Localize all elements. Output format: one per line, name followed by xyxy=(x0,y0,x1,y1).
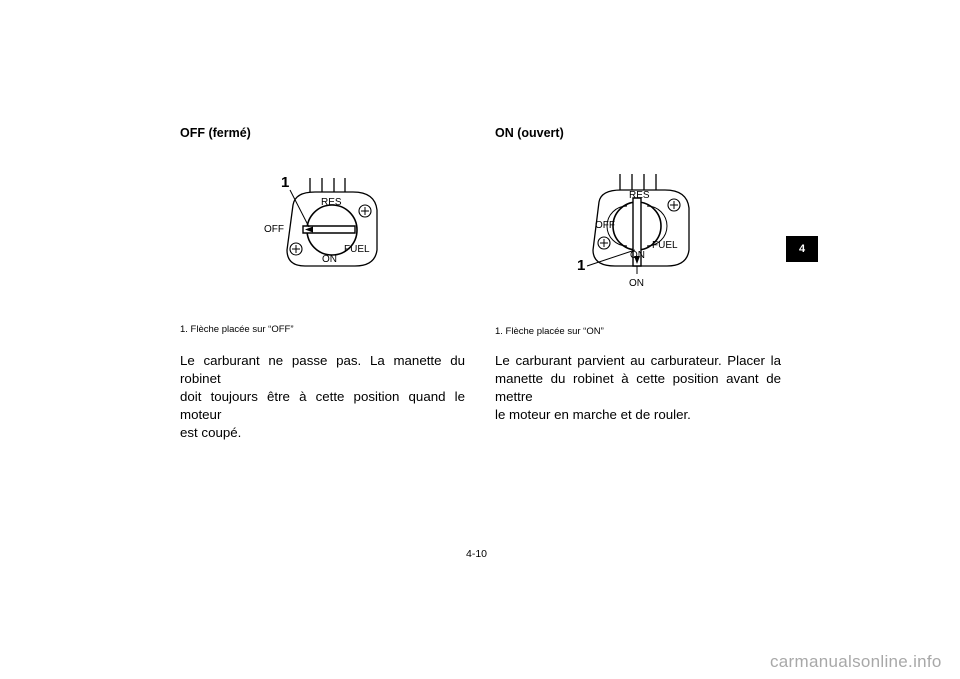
left-caption: 1. Flèche placée sur “OFF” xyxy=(180,324,294,335)
fuel-cock-off-figure xyxy=(255,170,385,275)
right-label-on-bottom: ON xyxy=(629,278,644,289)
left-label-on: ON xyxy=(322,254,337,265)
left-label-res: RES xyxy=(321,197,342,208)
fuel-cock-on-figure xyxy=(565,170,700,290)
left-body-line-3: est coupé. xyxy=(180,425,242,440)
right-label-on: ON xyxy=(630,250,645,261)
left-label-fuel: FUEL xyxy=(344,244,370,255)
chapter-tab: 4 xyxy=(786,236,818,262)
page-number: 4-10 xyxy=(466,548,488,560)
left-callout-number: 1 xyxy=(281,174,290,191)
right-body-line-3: le moteur en marche et de rouler. xyxy=(495,407,691,422)
left-heading: OFF (fermé) xyxy=(180,126,251,140)
right-body-line-2: manette du robinet à cette position avant de mettre xyxy=(495,371,781,404)
left-body-line-1: Le carburant ne passe pas. La manette du robinet xyxy=(180,353,465,386)
right-caption: 1. Flèche placée sur “ON” xyxy=(495,326,604,337)
right-label-fuel: FUEL xyxy=(652,240,678,251)
right-body-line-1: Le carburant parvient au carburateur. Placer la xyxy=(495,353,781,368)
left-body xyxy=(180,352,465,442)
left-body-line-2: doit toujours être à cette position quand le moteur xyxy=(180,389,465,422)
right-body xyxy=(495,352,781,424)
right-label-off: OFF xyxy=(595,220,615,231)
watermark: carmanualsonline.info xyxy=(770,652,942,671)
right-heading: ON (ouvert) xyxy=(495,126,564,140)
left-label-off: OFF xyxy=(264,224,284,235)
right-label-res: RES xyxy=(629,190,650,201)
right-callout-number: 1 xyxy=(577,257,586,274)
